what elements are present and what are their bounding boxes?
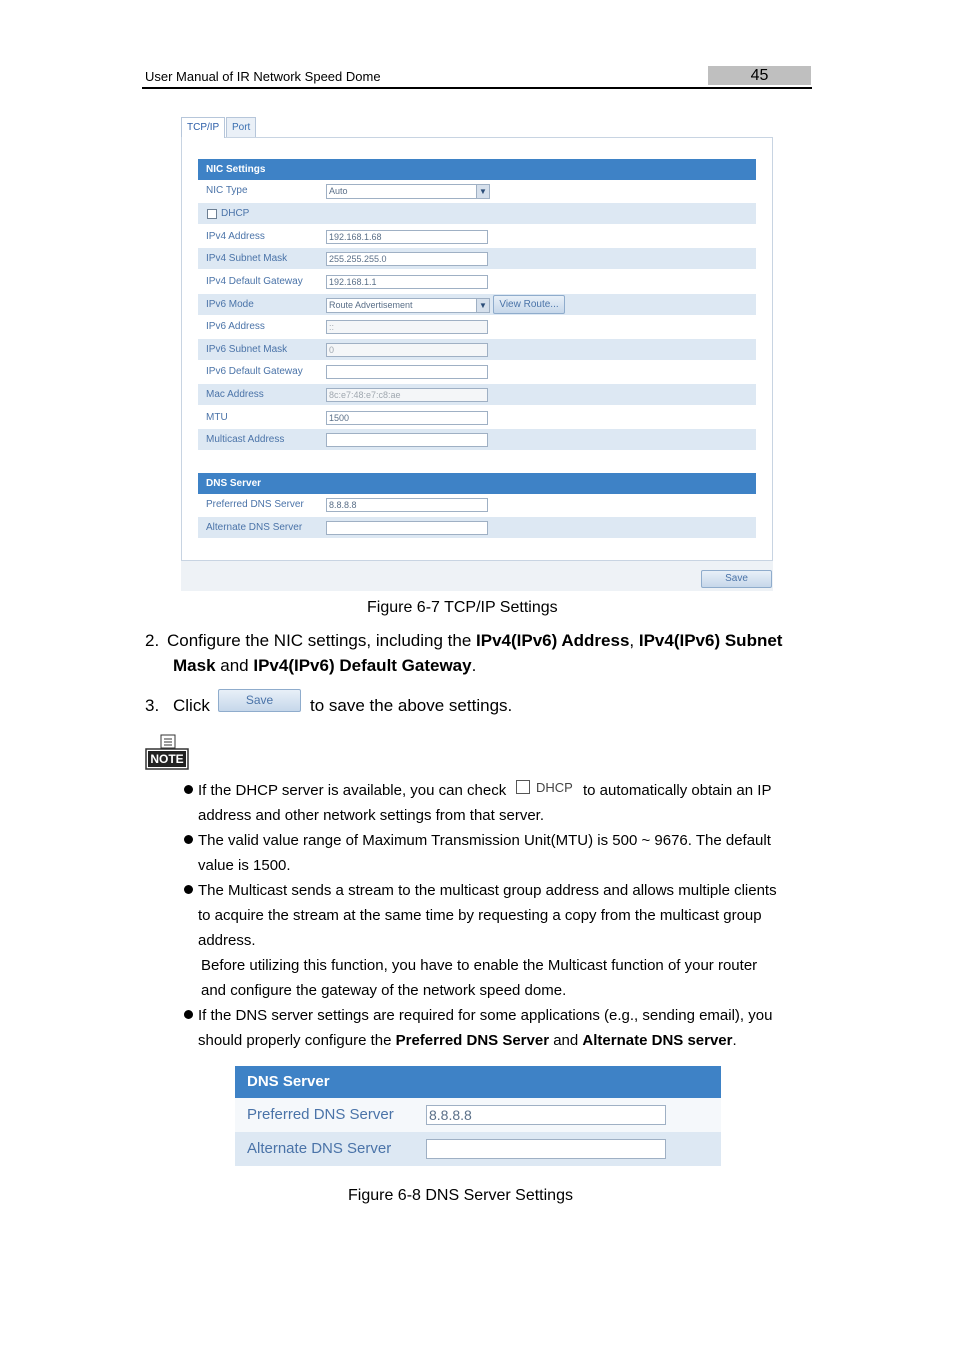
header-rule [142,87,812,89]
tcpip-settings-screenshot [181,115,773,591]
step-2-bold-gateway: IPv4(IPv6) Default Gateway [253,656,472,675]
document-header-title: User Manual of IR Network Speed Dome [145,69,381,84]
dns-server-header: DNS Server [198,473,756,494]
preferred-dns-input[interactable]: 8.8.8.8 [326,498,488,512]
bullet-4-period: . [732,1032,737,1049]
ipv6-gateway-input[interactable] [326,365,488,379]
dhcp-label: DHCP [221,208,250,219]
mac-address-label: Mac Address [206,389,264,400]
bullet-3-text-d: Before utilizing this function, you have to enable the Multicast function of your router [201,957,758,974]
step-2-line-2 [173,653,476,678]
alternate-dns-input-large[interactable] [426,1139,666,1159]
mac-address-input: 8c:e7:48:e7:c8:ae [326,388,488,402]
save-button[interactable]: Save [701,570,772,588]
alternate-dns-label-large: Alternate DNS Server [247,1140,392,1157]
step-3-rest: to save the above settings. [310,696,513,715]
inline-save-button: Save [218,689,301,712]
nic-settings-header: NIC Settings [198,159,756,180]
step-2-text: Configure the NIC settings, including the [167,631,477,650]
chevron-down-icon: ▼ [476,299,489,312]
dhcp-row [198,203,756,224]
figure-6-8-caption: Figure 6-8 DNS Server Settings [348,1187,573,1204]
preferred-dns-input-large[interactable]: 8.8.8.8 [426,1105,666,1125]
nic-type-row [198,180,756,201]
bullet-1-text-c: address and other network settings from that server. [198,807,545,824]
nic-type-value: Auto [329,186,348,196]
step-3-click: Click [173,696,210,715]
ipv6-address-row [198,316,756,337]
preferred-dns-row [198,494,756,515]
dhcp-inline-label: DHCP [536,780,573,795]
ipv4-mask-row [198,248,756,269]
ipv4-address-input[interactable]: 192.168.1.68 [326,230,488,244]
ipv6-mask-row [198,339,756,360]
bullet-3-text-b: to acquire the stream at the same time by requesting a copy from the multicast group [198,907,762,924]
multicast-input[interactable] [326,433,488,447]
ipv6-mask-label: IPv6 Subnet Mask [206,344,288,355]
bullet-1-dot [184,785,193,794]
figure-6-7-caption: Figure 6-7 TCP/IP Settings [367,599,558,616]
alternate-dns-input[interactable] [326,521,488,535]
bullet-3-text-a: The Multicast sends a stream to the multicast group address and allows multiple clients [198,882,777,899]
ipv6-address-input[interactable]: :: [326,320,488,334]
step-2-bold-address: IPv4(IPv6) Address [476,631,630,650]
bullet-2-text-b: value is 1500. [198,857,291,874]
dhcp-checkbox-icon [516,780,530,794]
settings-panel [181,137,773,561]
bullet-3-dot [184,885,193,894]
preferred-dns-label-large: Preferred DNS Server [247,1106,394,1123]
bottom-bar [181,561,773,591]
ipv6-mode-value: Route Advertisement [329,300,413,310]
step-2-bold-subnet: IPv4(IPv6) Subnet [638,631,783,650]
note-label: NOTE [150,752,184,766]
ipv4-address-label: IPv4 Address [206,231,265,242]
ipv6-address-label: IPv6 Address [206,321,265,332]
ipv6-mask-input[interactable]: 0 [326,343,488,357]
mtu-label: MTU [206,412,228,423]
mtu-input[interactable]: 1500 [326,411,488,425]
bullet-4-dot [184,1010,193,1019]
multicast-label: Multicast Address [206,434,285,445]
bullet-4-and: and [549,1032,583,1049]
nic-type-select[interactable] [326,184,490,199]
bullet-1-text-a: If the DHCP server is available, you can check [198,782,507,799]
view-route-button[interactable]: View Route... [493,295,565,314]
alternate-dns-label: Alternate DNS Server [206,522,303,533]
ipv4-mask-input[interactable]: 255.255.255.0 [326,252,488,266]
mtu-row [198,407,756,428]
bullet-2-dot [184,835,193,844]
bullet-4-text-a: If the DNS server settings are required for some applications (e.g., sending email), you [198,1007,773,1024]
ipv6-gateway-label: IPv6 Default Gateway [206,366,303,377]
ipv4-gateway-input[interactable]: 192.168.1.1 [326,275,488,289]
ipv6-mode-row [198,294,756,315]
bullet-4-text-b: should properly configure the [198,1032,396,1049]
note-icon [145,734,189,770]
ipv4-gateway-row [198,271,756,292]
ipv6-mode-select[interactable] [326,298,490,313]
bullet-2-text-a: The valid value range of Maximum Transmission Unit(MTU) is 500 ~ 9676. The default [198,832,771,849]
chevron-down-icon: ▼ [476,185,489,198]
bullet-3-text-e: and configure the gateway of the network speed dome. [201,982,567,999]
bullet-3-text-c: address. [198,932,256,949]
ipv4-address-row [198,226,756,247]
dns-server-screenshot [235,1066,721,1166]
step-2-period: . [471,656,477,675]
step-2-bold-mask: Mask [173,656,216,675]
step-2-line-1 [167,628,782,653]
step-2-number: 2. [145,631,160,650]
page-number: 45 [750,67,769,84]
ipv4-mask-label: IPv4 Subnet Mask [206,253,288,264]
ipv6-mode-label: IPv6 Mode [206,299,254,310]
tab-tcpip[interactable]: TCP/IP [181,117,225,138]
preferred-dns-row-large [235,1098,721,1132]
alternate-dns-row [198,517,756,538]
alternate-dns-row-large [235,1132,721,1166]
ipv4-gateway-label: IPv4 Default Gateway [206,276,303,287]
bullet-1-text-b: to automatically obtain an IP [583,782,772,799]
step-2-and: and [215,656,254,675]
multicast-row [198,429,756,450]
bullet-4-bold-preferred: Preferred DNS Server [395,1032,550,1049]
preferred-dns-label: Preferred DNS Server [206,499,304,510]
tab-bar [181,115,773,138]
mac-address-row [198,384,756,405]
tab-port[interactable]: Port [226,117,256,137]
bullet-4-line-2 [198,1028,737,1053]
step-2-comma: , [629,631,639,650]
dhcp-checkbox[interactable] [207,209,217,219]
nic-type-label: NIC Type [206,185,248,196]
step-3-number: 3. [145,696,160,715]
ipv6-gateway-row [198,361,756,382]
dns-server-header-large: DNS Server [235,1066,721,1098]
bullet-4-bold-alternate: Alternate DNS server [582,1032,733,1049]
